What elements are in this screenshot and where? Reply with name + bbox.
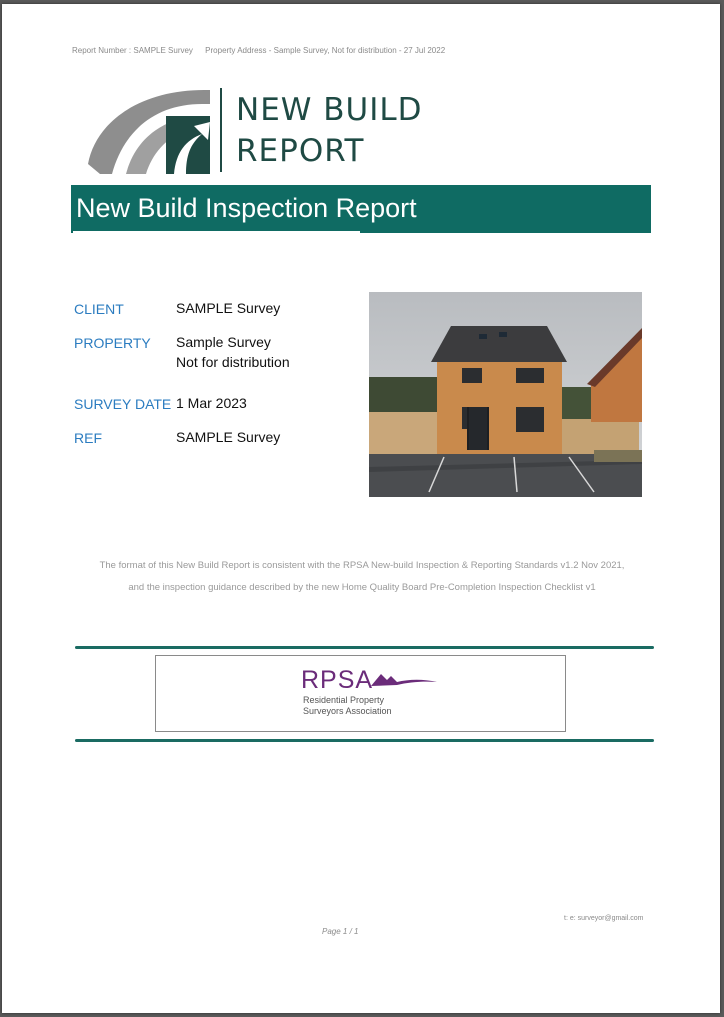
logo-divider xyxy=(220,88,222,172)
client-value: SAMPLE Survey xyxy=(176,300,281,316)
report-number: Report Number : SAMPLE Survey xyxy=(72,46,193,55)
rpsa-logo xyxy=(301,666,431,721)
rpsa-swoosh-icon xyxy=(369,670,439,688)
footer-email: t: e: surveyor@gmail.com xyxy=(564,915,644,922)
ref-value: SAMPLE Survey xyxy=(176,429,281,445)
logo-emblem-icon xyxy=(86,86,221,178)
title-underline xyxy=(73,231,360,233)
rpsa-line-1: Residential Property xyxy=(303,695,385,705)
house-photo-image xyxy=(369,292,642,497)
top-divider xyxy=(75,646,654,649)
ref-label: REF xyxy=(74,430,102,446)
logo-line-1: NEW BUILD xyxy=(236,92,423,128)
survey-date-label: SURVEY DATE xyxy=(74,396,172,412)
new-build-report-logo xyxy=(86,86,456,181)
page-title: New Build Inspection Report xyxy=(76,193,417,223)
property-photo xyxy=(369,292,642,497)
survey-date-value: 1 Mar 2023 xyxy=(176,395,247,411)
property-address: Property Address - Sample Survey, Not for distribution - 27 Jul 2022 xyxy=(205,46,446,55)
logo-wordmark xyxy=(236,90,423,172)
client-label: CLIENT xyxy=(74,301,124,317)
rpsa-logo-box xyxy=(155,655,566,732)
property-label: PROPERTY xyxy=(74,335,151,351)
property-value-line-1: Sample Survey xyxy=(176,334,271,350)
rpsa-acronym: RPSA xyxy=(301,666,374,694)
page-number: Page 1 / 1 xyxy=(322,927,359,936)
standards-note-line-2: and the inspection guidance described by the new Home Quality Board Pre-Completion Inspection Checklist v1 xyxy=(128,582,596,593)
bottom-divider xyxy=(75,739,654,742)
standards-note-line-1: The format of this New Build Report is consistent with the RPSA New-build Inspection & Reporting Standards v1.2 Nov 2021, xyxy=(99,560,625,571)
report-page xyxy=(2,4,720,1013)
logo-line-2: REPORT xyxy=(236,133,365,169)
property-value-line-2: Not for distribution xyxy=(176,354,290,370)
header-line xyxy=(72,46,445,55)
rpsa-line-2: Surveyors Association xyxy=(303,706,392,716)
title-bar xyxy=(71,185,651,233)
